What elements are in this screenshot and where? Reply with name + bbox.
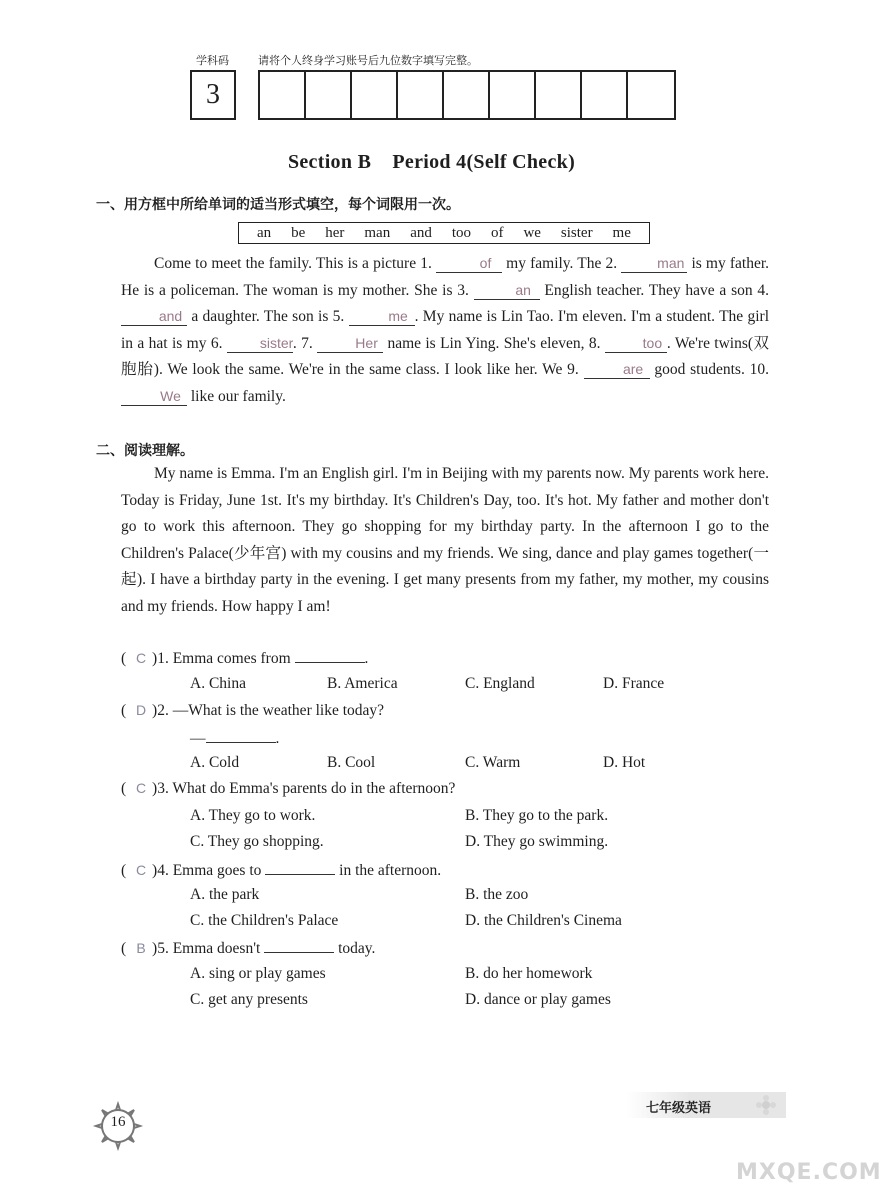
digit-cell[interactable] <box>398 72 444 118</box>
digit-cell[interactable] <box>628 72 674 118</box>
question-stem: )3. What do Emma's parents do in the afternoon? <box>152 780 456 797</box>
subject-code-value: 3 <box>206 79 220 110</box>
cloze-text: English teacher. They have a son 4. <box>544 281 769 299</box>
q3-option-d[interactable]: D. They go swimming. <box>465 833 609 850</box>
digit-cell[interactable] <box>490 72 536 118</box>
word-bank-item: we <box>523 224 541 241</box>
word-bank-item: and <box>410 224 432 241</box>
word-bank-item: man <box>364 224 391 241</box>
answer-4[interactable]: C <box>135 862 147 878</box>
book-title: 七年级英语 <box>646 1101 712 1116</box>
part2-heading: 二、阅读理解。 <box>96 443 194 459</box>
answer-blank[interactable] <box>295 648 365 663</box>
q5-option-c[interactable]: C. get any presents <box>190 991 308 1008</box>
cloze-paragraph <box>121 251 769 410</box>
cloze-text: Come to meet the family. This is a picture 1. <box>154 255 432 272</box>
question-stem-end: in the afternoon. <box>339 862 442 879</box>
answer-1[interactable]: C <box>135 650 147 666</box>
q3-option-b[interactable]: B. They go to the park. <box>465 807 609 824</box>
q4-option-a[interactable]: A. the park <box>190 886 260 903</box>
question-stem-end: . <box>275 730 280 747</box>
q2-option-a[interactable]: A. Cold <box>190 754 240 771</box>
q4-option-c[interactable]: C. the Children's Palace <box>190 912 339 929</box>
paren: ( <box>121 940 127 957</box>
cloze-text: my family. The 2. <box>506 255 618 272</box>
q1-option-d[interactable]: D. France <box>603 675 665 692</box>
digit-cell[interactable] <box>306 72 352 118</box>
book-title-bar <box>626 1092 786 1118</box>
cloze-blank-4[interactable]: and <box>121 307 187 326</box>
answer-2[interactable]: D <box>135 702 147 718</box>
answer-blank[interactable] <box>265 860 335 875</box>
reading-passage: My name is Emma. I'm an English girl. I'm in Beijing with my parents now. My parents work here. Today is Friday, June 1st. It's my birthday. It's Children's Day, too. It's hot. My father and mother don't go to work this afternoon. They go shopping for my birthday party. In the afternoon I go to the Children's Palace(少年宫) with my cousins and my friends. We sing, dance and play games together(一起). I have a birthday party in the evening. I get many presents from my father, my mother, my cousins and my friends. How happy I am! <box>121 465 770 615</box>
question-1 <box>121 648 368 668</box>
cloze-blank-9[interactable]: are <box>584 360 650 379</box>
word-bank-item: her <box>325 224 345 241</box>
cloze-blank-1[interactable]: of <box>436 254 502 273</box>
cloze-text: a daughter. The son is 5. <box>191 308 345 325</box>
q1-option-c[interactable]: C. England <box>465 675 535 692</box>
question-stem: )2. —What is the weather like today? <box>152 702 385 719</box>
word-bank <box>238 222 650 244</box>
cloze-blank-6[interactable]: sister <box>227 334 293 353</box>
cloze-text: . My name is Lin Tao. I'm eleven. I'm a student. The girl in a hat is my 6. <box>121 308 769 352</box>
answer-3[interactable]: C <box>135 780 147 796</box>
q1-option-b[interactable]: B. America <box>327 675 398 692</box>
digit-cell[interactable] <box>352 72 398 118</box>
question-stem-end: . <box>364 650 369 667</box>
dash: — <box>190 730 206 747</box>
page-number: 16 <box>110 1114 126 1130</box>
word-bank-item: an <box>256 224 272 241</box>
q4-option-d[interactable]: D. the Children's Cinema <box>465 912 622 929</box>
q2-option-b[interactable]: B. Cool <box>327 754 376 771</box>
question-stem: )1. Emma comes from <box>152 650 291 667</box>
word-bank-item: too <box>451 224 471 241</box>
subject-code-box <box>190 70 236 120</box>
paren: ( <box>121 702 127 719</box>
question-2-response <box>190 728 279 748</box>
digit-cell[interactable] <box>260 72 306 118</box>
part1-heading: 一、用方框中所给单词的适当形式填空，每个词限用一次。 <box>96 197 460 213</box>
answer-blank[interactable] <box>264 938 334 953</box>
question-2 <box>121 702 384 720</box>
cloze-blank-10[interactable]: We <box>121 387 187 406</box>
cloze-text: . 7. <box>292 334 313 352</box>
paren: ( <box>121 780 127 797</box>
cloze-blank-2[interactable]: man <box>621 254 687 273</box>
word-bank-item: sister <box>560 224 593 241</box>
subject-code-label: 学科码 <box>196 54 229 67</box>
cloze-blank-8[interactable]: too <box>605 334 667 353</box>
cloze-text: . We're twins(双胞胎). We look the same. We're in the same class. I look like her. We 9. <box>121 334 770 378</box>
account-instruction: 请将个人终身学习账号后九位数字填写完整。 <box>258 54 478 67</box>
q2-option-c[interactable]: C. Warm <box>465 754 521 771</box>
cloze-text: like our family. <box>190 387 286 405</box>
paren: ( <box>121 650 127 667</box>
word-bank-item: be <box>291 224 306 241</box>
watermark: MXQE.COM <box>736 1160 882 1185</box>
q2-option-d[interactable]: D. Hot <box>603 754 646 771</box>
q5-option-b[interactable]: B. do her homework <box>465 965 593 982</box>
cloze-blank-5[interactable]: me <box>349 307 415 326</box>
cloze-blank-7[interactable]: Her <box>317 334 383 353</box>
question-3 <box>121 780 455 798</box>
question-stem: )4. Emma goes to <box>152 862 262 879</box>
cloze-blank-3[interactable]: an <box>474 281 540 300</box>
question-4 <box>121 860 441 880</box>
paren: ( <box>121 862 127 879</box>
answer-5[interactable]: B <box>136 940 146 956</box>
cloze-text: name is Lin Ying. She's eleven, 8. <box>387 334 601 352</box>
question-5 <box>121 938 375 958</box>
digit-cell[interactable] <box>444 72 490 118</box>
cloze-text: is my father. He is a policeman. The woman is my mother. She is 3. <box>121 255 770 299</box>
question-stem-end: today. <box>338 940 376 957</box>
q5-option-a[interactable]: A. sing or play games <box>190 965 326 982</box>
flower-decoration-icon <box>754 1094 778 1116</box>
digit-cell[interactable] <box>582 72 628 118</box>
question-stem: )5. Emma doesn't <box>152 940 261 957</box>
q3-option-c[interactable]: C. They go shopping. <box>190 833 324 850</box>
answer-blank[interactable] <box>206 728 276 743</box>
q5-option-d[interactable]: D. dance or play games <box>465 991 611 1008</box>
q3-option-a[interactable]: A. They go to work. <box>190 807 316 824</box>
cloze-text: good students. 10. <box>654 361 769 378</box>
q1-option-a[interactable]: A. China <box>190 675 246 692</box>
page-number-badge <box>92 1100 144 1152</box>
page-title: Section B Period 4(Self Check) <box>287 151 576 173</box>
word-bank-item: of <box>490 224 504 241</box>
account-digit-boxes[interactable] <box>258 70 676 120</box>
word-bank-item: me <box>612 224 631 241</box>
digit-cell[interactable] <box>536 72 582 118</box>
q4-option-b[interactable]: B. the zoo <box>465 886 529 903</box>
